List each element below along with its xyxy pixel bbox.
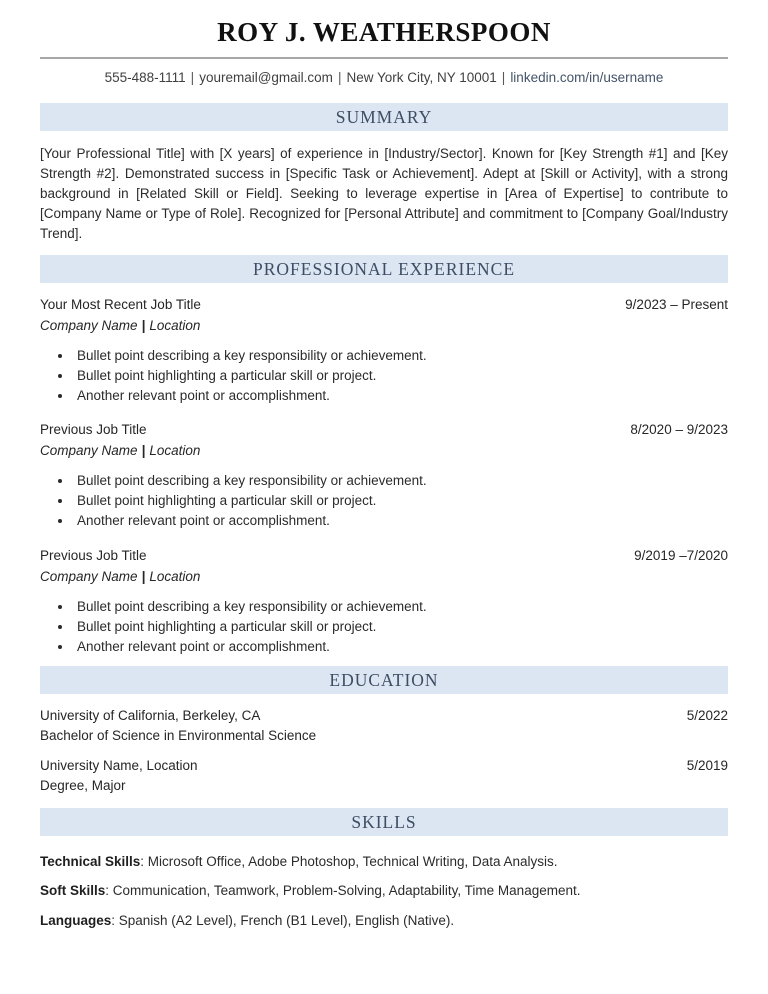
degree-name: Degree, Major [40,778,126,793]
section-title: SKILLS [351,811,417,832]
section-title: EDUCATION [329,669,439,690]
job-location: Location [149,318,201,333]
skills-soft-line [40,881,728,900]
bullet-item: • Bullet point highlighting a particular skill or project. [73,491,728,511]
company-location-separator: | [141,318,146,333]
job-company-row [40,566,728,587]
job-header-row [40,294,728,315]
job-bullet-list [40,597,728,657]
bullet-item: • Bullet point describing a key responsibility or achievement. [73,346,728,366]
bullet-item: • Bullet point highlighting a particular skill or project. [73,617,728,637]
education-header-row [40,756,728,776]
job-title: Your Most Recent Job Title [40,297,201,312]
job-company-row [40,440,728,461]
graduation-date: 5/2019 [686,758,728,773]
graduation-date: 5/2022 [686,708,728,723]
linkedin-link[interactable]: linkedin.com/in/username [510,70,664,85]
job-dates: 9/2023 – Present [625,297,728,312]
section-header-summary [40,103,728,131]
skills-technical-line [40,852,728,871]
job-entry [40,294,728,406]
section-header-education [40,666,728,694]
education-entry [40,756,728,796]
job-header-row [40,545,728,566]
job-entry [40,545,728,657]
education-entry [40,706,728,746]
bullet-item: • Another relevant point or accomplishment. [73,637,728,657]
contact-separator: | [190,70,195,85]
contact-location: New York City, NY 10001 [346,70,497,85]
skill-values: : Microsoft Office, Adobe Photoshop, Technical Writing, Data Analysis. [140,854,558,869]
school-name: University of California, Berkeley, CA [40,708,261,723]
job-company-row [40,315,728,336]
bullet-item: • Bullet point highlighting a particular skill or project. [73,366,728,386]
skill-category-label: Soft Skills [40,883,106,898]
bullet-item: • Another relevant point or accomplishment. [73,386,728,406]
job-dates: 9/2019 –7/2020 [634,548,728,563]
skill-values: : Communication, Teamwork, Problem-Solving, Adaptability, Time Management. [105,883,581,898]
section-title: SUMMARY [335,106,433,127]
bullet-item: • Another relevant point or accomplishment. [73,511,728,531]
job-location: Location [149,443,201,458]
job-header-row [40,419,728,440]
education-header-row [40,706,728,726]
job-bullet-list [40,471,728,531]
job-location: Location [149,569,201,584]
contact-separator: | [337,70,342,85]
contact-separator: | [501,70,506,85]
section-title: PROFESSIONAL EXPERIENCE [252,258,516,279]
skills-languages-line [40,911,728,930]
job-title: Previous Job Title [40,548,147,563]
company-name: Company Name [40,318,138,333]
skill-category-label: Technical Skills [40,854,141,869]
company-location-separator: | [141,569,146,584]
skill-category-label: Languages [40,913,112,928]
company-location-separator: | [141,443,146,458]
section-header-skills [40,808,728,836]
job-dates: 8/2020 – 9/2023 [630,422,728,437]
contact-line [40,70,728,86]
skill-values: : Spanish (A2 Level), French (B1 Level), English (Native). [111,913,455,928]
contact-phone: 555-488-1111 [104,70,186,85]
company-name: Company Name [40,569,138,584]
job-entry [40,419,728,531]
contact-email: youremail@gmail.com [199,70,333,85]
job-bullet-list [40,346,728,406]
bullet-item: • Bullet point describing a key responsibility or achievement. [73,597,728,617]
degree-name: Bachelor of Science in Environmental Science [40,728,317,743]
resume-name: ROY J. WEATHERSPOON [217,17,551,47]
header-divider-line [40,57,728,59]
section-header-experience [40,255,728,283]
bullet-item: • Bullet point describing a key responsibility or achievement. [73,471,728,491]
company-name: Company Name [40,443,138,458]
summary-paragraph: [Your Professional Title] with [X years] of experience in [Industry/Sector]. Known for [Key Strength #1] and [Key Strength #2]. Demonstrated success in [Specific Task or Achievement]. Adept at [Skill or Activity], with a strong background in [Related Skill or Field]. Seeking to leverage expertise in [Area of Expertise] to contribute to [Company Name or Type of Role]. Recognized for [Personal Attribute] and commitment to [Company Goal/Industry Trend]. [40,146,728,241]
job-title: Previous Job Title [40,422,147,437]
school-name: University Name, Location [40,758,198,773]
